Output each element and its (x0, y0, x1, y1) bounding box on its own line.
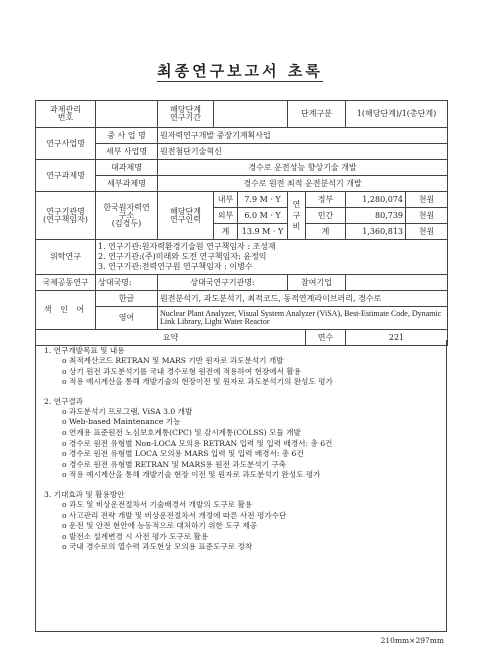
list-item: o 발전소 설계변경 시 사전 평가 도구로 활용 (62, 531, 209, 541)
commission-lines (96, 240, 448, 275)
list-item: o 사고관리 전략 개발 및 비상운전절차서 개정에 따른 사전 평가수단 (62, 510, 287, 520)
list-item: o 국내 경수로의 열수력 과도현상 모의용 표준도구로 정착 (62, 542, 253, 552)
pages-value: 221 (346, 330, 448, 346)
intl-inst-label: 상대국연구기관명: (158, 275, 288, 291)
paper-size-note: 210mm×297mm (380, 636, 444, 645)
section-heading: 3. 기대효과 및 활용방안 (44, 489, 125, 499)
institution-value: 한국원자력연 구소 (김경두) (96, 192, 158, 240)
mid-project-value: 원자력연구개발 중장기계획사업 (158, 128, 448, 144)
list-item: o 경수로 원전 유형별 LOCA 모의용 MARS 입력 및 입력 배경서: 총 6건 (62, 449, 304, 459)
intl-label: 국제공동연구 (36, 275, 96, 291)
summary-section-results (44, 397, 438, 481)
budget-total-label: 계 (306, 224, 346, 240)
institution-label: 연구기관명 (연구책임자) (36, 192, 96, 240)
task-id-label: 과제관리 번호 (36, 101, 96, 128)
main-task-label: 대과제명 (96, 160, 158, 176)
budget-total-unit: 천원 (406, 224, 448, 240)
commission-line-3: 3. 연구기관:전력연구원 연구책임자 : 이병수 (98, 262, 253, 271)
budget-gov-unit: 천원 (406, 192, 448, 208)
list-item: o 최적계산코드 RETRAN 및 MARS 기반 원자로 과도분석기 개발 (62, 356, 284, 365)
stage-value: 1(해당단계)/1(총단계) (346, 101, 448, 128)
period-value (214, 101, 288, 128)
list-item: o 과도분석기 프로그램, ViSA 3.0 개발 (62, 406, 193, 416)
budget-gov-label: 정부 (306, 192, 346, 208)
workforce-external-value: 6.0 M · Y (238, 208, 288, 224)
keyword-label: 색 인 어 (36, 291, 96, 330)
sub-project-value: 원전첨단기술혁신 (158, 144, 448, 160)
workforce-external-label: 외부 (214, 208, 238, 224)
section-heading: 2. 연구결과 (44, 396, 84, 406)
task-label: 연구과제명 (36, 160, 96, 192)
intl-participant-value (346, 275, 448, 291)
list-item: o Web-based Maintenance 기능 (62, 417, 181, 427)
list-item: o 적용 예시계산을 통해 개발기술의 현장이전 및 원자로 과도분석기의 완성도 평가 (62, 377, 333, 387)
list-item: o 과도 및 비상운전절차서 기술배경서 개발의 도구로 활용 (62, 499, 253, 509)
workforce-internal-value: 7.9 M · Y (238, 192, 288, 208)
budget-private-value: 80,739 (346, 208, 406, 224)
budget-gov-value: 1,280,074 (346, 192, 406, 208)
main-task-value: 경수로 운전성능 향상기술 개발 (158, 160, 448, 176)
list-item: o 연계용 표준원전 노심보호계통(CPC) 및 감시계통(COLSS) 모듈 개발 (62, 427, 301, 437)
summary-label: 요약 (36, 330, 306, 346)
budget-label: 연 구 비 (288, 192, 306, 240)
workforce-total-label: 계 (214, 224, 238, 240)
list-item: o 운전 및 안전 현안에 능동적으로 대처하기 위한 도구 제공 (62, 521, 258, 531)
kor-keyword-label: 한글 (96, 291, 158, 307)
list-item: o 적용 예시계산을 통해 개발기술 현장 이전 및 원자로 과도분석기 완성도 평가 (62, 470, 321, 480)
workforce-total-value: 13.9 M · Y (238, 224, 288, 240)
budget-total-value: 1,360,813 (346, 224, 406, 240)
commission-line-1: 1. 연구기관:원자력환경기술원 연구책임자 : 조성재 (98, 242, 276, 251)
summary-box (35, 340, 447, 632)
list-item: o 경수로 원전 유형별 RETRAN 및 MARS용 원전 과도분석기 구축 (62, 459, 287, 469)
kor-keywords: 원전분석기, 과도분석기, 최적코드, 동적연계라이브러리, 경수로 (158, 291, 448, 307)
stage-label: 단계구분 (288, 101, 346, 128)
project-label: 연구사업명 (36, 128, 96, 160)
sub-task-label: 세부과제명 (96, 176, 158, 192)
workforce-internal-label: 내부 (214, 192, 238, 208)
intl-participant-label: 참여기업 (288, 275, 346, 291)
list-item: o 상기 원전 과도분석기를 국내 경수로형 원전에 적용하여 현장에서 활용 (62, 366, 302, 376)
summary-section-goals (44, 346, 438, 388)
abstract-form-table (35, 100, 448, 346)
budget-private-unit: 천원 (406, 208, 448, 224)
eng-keywords: Nuclear Plant Analyzer, Visual System Analyzer (ViSA), Best-Estimate Code, Dynamic Link Library, Light Water Reactor (158, 307, 448, 330)
task-id-value (96, 101, 158, 128)
budget-private-label: 민간 (306, 208, 346, 224)
commission-label: 위탁연구 (36, 240, 96, 275)
sub-task-value: 경수로 원전 최적 운전분석기 개발 (158, 176, 448, 192)
summary-section-effects (44, 490, 438, 553)
period-label: 해당단계 연구기간 (158, 101, 214, 128)
eng-keyword-label: 영어 (96, 307, 158, 330)
report-title: 최종연구보고서 초록 (157, 62, 323, 80)
section-heading: 1. 연구개발목표 및 내용 (44, 346, 125, 355)
list-item: o 경수로 원전 유형별 Non-LOCA 모의용 RETRAN 입력 및 입력 배경서: 총 6건 (62, 438, 333, 448)
pages-label: 면수 (306, 330, 346, 346)
intl-country-label: 상대국명: (96, 275, 158, 291)
workforce-label: 해당단계 연구인력 (158, 192, 214, 240)
sub-project-label: 세부 사업명 (96, 144, 158, 160)
commission-line-2: 2. 연구기관:(주)미래와 도전 연구책임자: 윤정익 (98, 252, 267, 261)
mid-project-label: 중 사 업 명 (96, 128, 158, 144)
